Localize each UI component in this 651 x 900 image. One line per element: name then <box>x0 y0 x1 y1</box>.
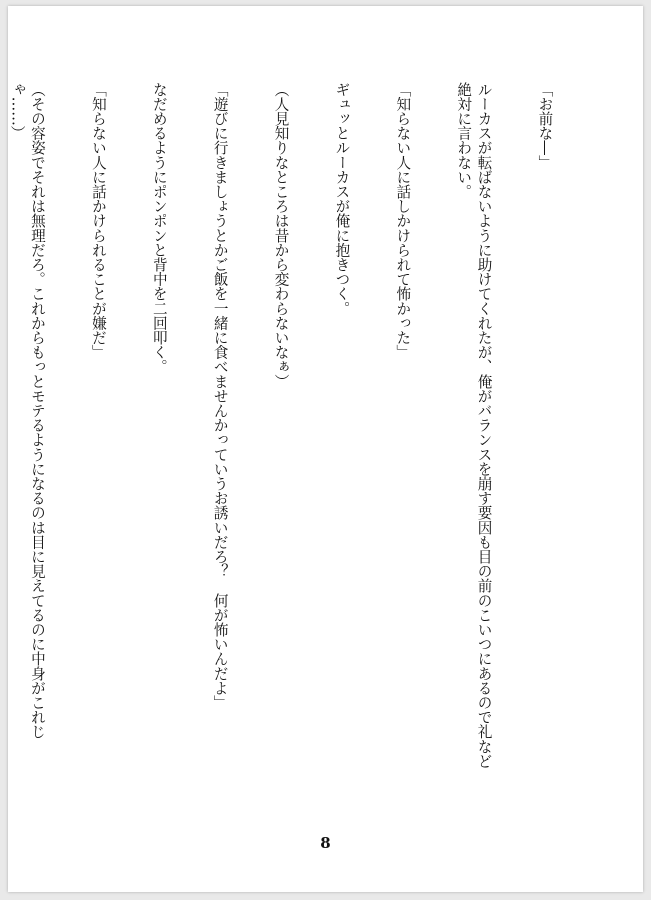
vertical-text-block <box>8 82 595 772</box>
text-line: （人見知りなところは昔から変わらないなぁ） <box>272 82 290 389</box>
text-line: 「お前な―」 <box>536 82 554 170</box>
text-line: 「知らない人に話しかけられて怖かった」 <box>394 82 412 360</box>
text-line: ルーカスが転ばないように助けてくれたが、俺がバランスを崩す要因も目の前のこいつにあるので礼など絶対に言わない。 <box>455 82 493 769</box>
text-line: （その容姿でそれは無理だろ。これからもっとモテるようになるのは目に見えてるのに中身がこれじゃ……） <box>8 82 46 739</box>
book-page <box>8 6 643 892</box>
text-line: なだめるようにポンポンと背中を二回叩く。 <box>150 82 168 374</box>
text-line: ギュッとルーカスが俺に抱きつく。 <box>333 82 351 316</box>
page-number: 8 <box>320 834 331 852</box>
text-line: 「知らない人に話かけられることが嫌だ」 <box>89 82 107 360</box>
text-line: 「遊びに行きましょうとかご飯を一緒に食べませんかっていうお誘いだろ？ 何が怖いんだよ」 <box>211 82 229 710</box>
